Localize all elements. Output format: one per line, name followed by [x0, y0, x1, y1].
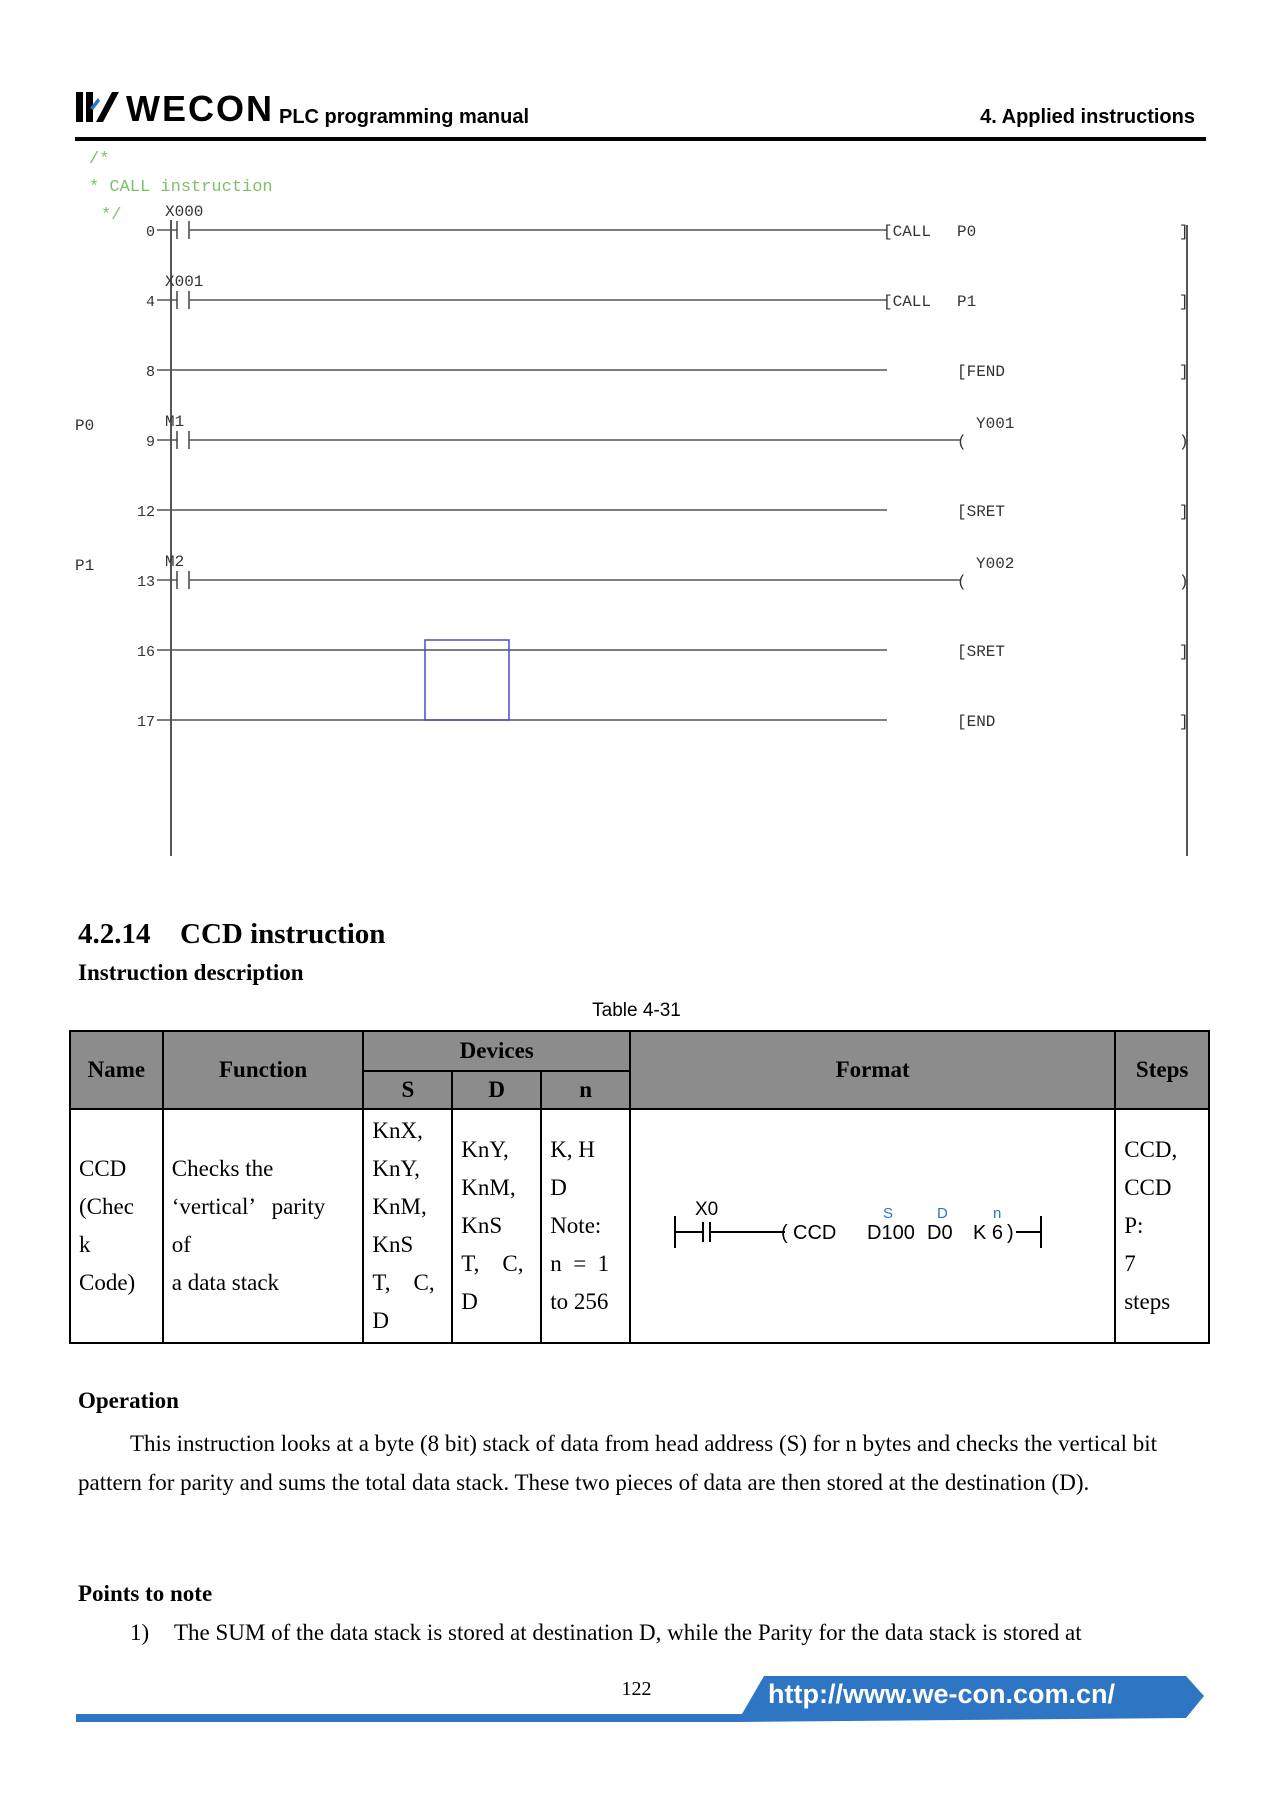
format-open-paren: (	[780, 1222, 788, 1244]
header-devices: Devices	[363, 1031, 630, 1071]
instruction-name: [SRET	[957, 503, 1006, 521]
cell-line: KnM,	[461, 1175, 516, 1200]
rung-step-number: 17	[136, 714, 155, 731]
rung-end-bracket: ]	[1179, 223, 1189, 241]
note-number: 1)	[130, 1620, 150, 1645]
rung-end-bracket: )	[1179, 433, 1189, 451]
header-s: S	[363, 1071, 452, 1109]
logo-text: WECON	[126, 88, 274, 128]
header-steps: Steps	[1115, 1031, 1209, 1109]
contact-label: M1	[165, 413, 185, 431]
cell-line: KnY,	[372, 1156, 420, 1181]
contact-label: X001	[165, 273, 204, 291]
coil-label: Y002	[976, 555, 1015, 573]
rung-step-number: 0	[145, 224, 155, 241]
cell-line: P:	[1124, 1213, 1144, 1238]
cell-format	[630, 1109, 1115, 1343]
format-close-paren: )	[1006, 1222, 1014, 1244]
ladder-rung	[146, 203, 1189, 241]
note-item	[130, 1620, 1210, 1646]
contact-label: M2	[165, 553, 185, 571]
cell-line: D	[372, 1308, 390, 1333]
ladder-rung	[75, 553, 1189, 591]
cell-line: KnS	[372, 1232, 414, 1257]
instruction-operand: P1	[957, 293, 977, 311]
cell-line: (Chec	[79, 1194, 134, 1219]
cell-line: KnM,	[372, 1194, 427, 1219]
instruction-description-heading: Instruction description	[78, 960, 304, 985]
ladder-rung	[75, 413, 1189, 451]
cell-line: ‘vertical’ parity	[171, 1194, 326, 1219]
comment-line: * CALL instruction	[89, 178, 273, 197]
format-d-label: D	[936, 1205, 948, 1222]
rung-end-bracket: )	[1179, 573, 1189, 591]
format-n-value: K 6	[972, 1222, 1003, 1244]
cell-line: K, H	[550, 1137, 595, 1162]
section-number: 4.2.14	[78, 918, 151, 950]
page-number: 122	[621, 1678, 652, 1700]
rung-step-number: 9	[145, 434, 155, 451]
section-title: CCD instruction	[180, 918, 386, 950]
cell-line: a data stack	[171, 1270, 280, 1295]
cell-line: 7	[1124, 1251, 1136, 1276]
instruction-name: [CALL	[883, 223, 932, 241]
cell-line: to 256	[550, 1289, 609, 1314]
header-title: PLC programming manual	[279, 106, 530, 128]
rung-step-number: 13	[136, 574, 155, 591]
coil-open: (	[957, 573, 967, 591]
ladder-rung	[146, 363, 1189, 381]
instruction-name: [END	[957, 713, 996, 731]
ladder-rung	[137, 713, 1189, 731]
rung-step-number: 4	[145, 294, 155, 311]
cell-s	[363, 1109, 452, 1343]
header-section: 4. Applied instructions	[980, 106, 1195, 128]
header-rule	[75, 137, 1206, 141]
comment-line: */	[101, 206, 122, 225]
rung-label: P0	[75, 417, 95, 435]
format-instr: CCD	[792, 1222, 836, 1244]
footer-url[interactable]: http://www.we-con.com.cn/	[768, 1679, 1116, 1709]
instruction-operand: P0	[957, 223, 977, 241]
cell-line: CCD	[1124, 1175, 1172, 1200]
cell-line: of	[171, 1232, 191, 1257]
cell-line: D	[461, 1289, 478, 1314]
note-text: The SUM of the data stack is stored at destination D, while the Parity for the data stack is stored at	[174, 1620, 1082, 1645]
ladder-rung	[137, 643, 1189, 661]
header-format: Format	[630, 1031, 1115, 1109]
footer-rule	[76, 1716, 736, 1722]
cell-line: CCD	[79, 1156, 127, 1181]
cell-function	[163, 1109, 364, 1343]
instruction-table	[69, 1030, 1210, 1344]
rung-end-bracket: ]	[1179, 363, 1189, 381]
rung-end-bracket: ]	[1179, 643, 1189, 661]
ladder-rung	[146, 273, 1189, 311]
format-n-label: n	[992, 1205, 1001, 1222]
cell-line: KnS	[461, 1213, 503, 1238]
instruction-name: [CALL	[883, 293, 932, 311]
cell-line: KnY,	[461, 1137, 509, 1162]
wecon-logo	[76, 88, 276, 128]
format-contact-label: X0	[694, 1199, 718, 1220]
ladder-rung	[137, 503, 1189, 521]
format-s-label: S	[882, 1205, 893, 1222]
rung-end-bracket: ]	[1179, 293, 1189, 311]
rung-step-number: 8	[145, 364, 155, 381]
instruction-name: [FEND	[957, 363, 1006, 381]
selection-cursor[interactable]	[425, 640, 509, 720]
cell-line: T, C,	[461, 1251, 524, 1276]
cell-line: n = 1	[550, 1251, 610, 1276]
header-n: n	[541, 1071, 630, 1109]
coil-open: (	[957, 433, 967, 451]
rung-step-number: 12	[136, 504, 155, 521]
format-d-value: D0	[926, 1222, 953, 1244]
cell-line: CCD,	[1124, 1137, 1178, 1162]
cell-line: Code)	[79, 1270, 136, 1295]
cell-line: steps	[1124, 1289, 1171, 1314]
rung-step-number: 16	[136, 644, 155, 661]
section-heading	[78, 918, 385, 951]
rung-label: P1	[75, 557, 95, 575]
operation-text: This instruction looks at a byte (8 bit) stack of data from head address (S) for n bytes and checks the vertical bit pattern for parity and sums the total data stack. These two pieces of data are then stored at the destination (D).	[78, 1431, 1158, 1495]
header-d: D	[452, 1071, 541, 1109]
cell-line: Checks the	[171, 1156, 274, 1181]
cell-d	[452, 1109, 541, 1343]
operation-heading: Operation	[78, 1388, 179, 1413]
cell-steps	[1115, 1109, 1209, 1343]
cell-n	[541, 1109, 630, 1343]
cell-name	[70, 1109, 163, 1343]
cell-line: Note:	[550, 1213, 602, 1238]
cell-line: D	[550, 1175, 567, 1200]
comment-line: /*	[89, 150, 110, 169]
cell-line: T, C,	[372, 1270, 435, 1295]
points-heading: Points to note	[78, 1581, 213, 1606]
header-name: Name	[70, 1031, 163, 1109]
format-ladder	[673, 1196, 1073, 1256]
table-caption: Table 4-31	[592, 1000, 681, 1021]
rung-end-bracket: ]	[1179, 503, 1189, 521]
header-function: Function	[163, 1031, 364, 1109]
coil-label: Y001	[976, 415, 1015, 433]
instruction-name: [SRET	[957, 643, 1006, 661]
contact-label: X000	[165, 203, 204, 221]
rung-end-bracket: ]	[1179, 713, 1189, 731]
ladder-diagram	[75, 145, 1206, 865]
cell-line: KnX,	[372, 1118, 423, 1143]
cell-line: k	[79, 1232, 91, 1257]
format-s-value: D100	[866, 1222, 915, 1244]
